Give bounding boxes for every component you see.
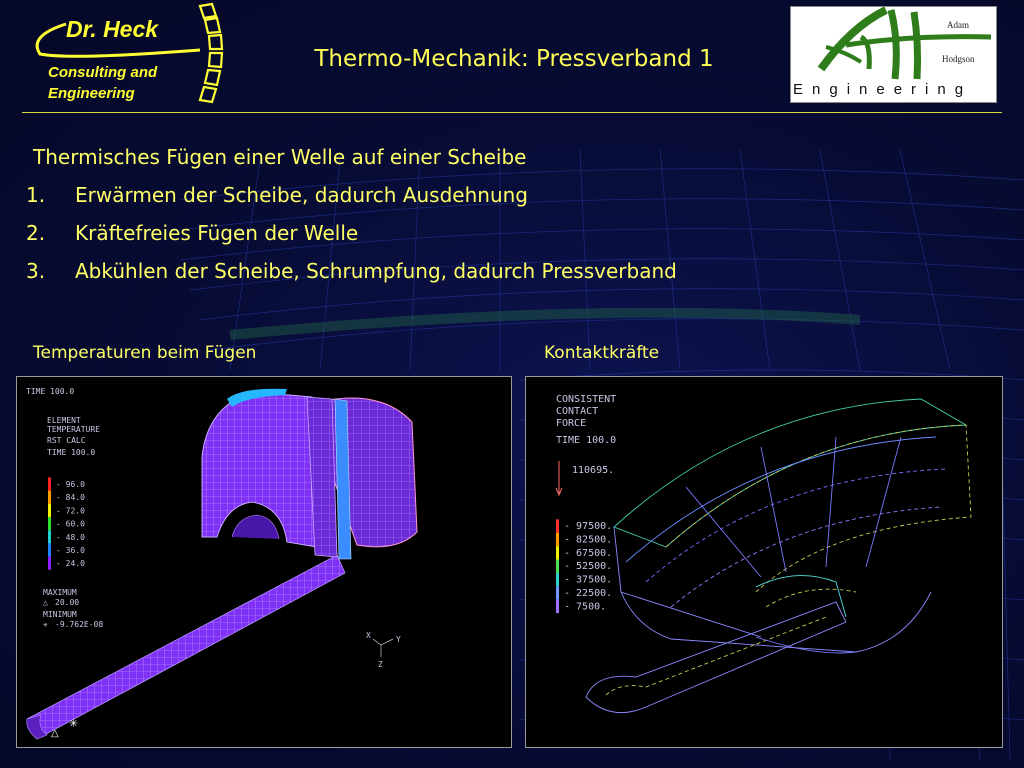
- logo-name-hodgson: Hodgson: [942, 54, 975, 64]
- steps-list: [26, 183, 677, 297]
- legend-color-swatch: [556, 586, 559, 599]
- plot-time-label: TIME 100.0: [26, 387, 75, 396]
- legend-color-swatch: [556, 573, 559, 586]
- temperature-legend: [48, 477, 85, 569]
- brand-subtitle-line2: Engineering: [48, 85, 135, 102]
- legend-color-swatch: [48, 543, 51, 556]
- legend-color-swatch: [556, 600, 559, 613]
- maximum-value: 20.00: [55, 598, 80, 607]
- legend-value-label: - 37500.: [564, 574, 613, 586]
- force-arrow-icon: [556, 461, 562, 495]
- legend-value-label: - 82500.: [564, 534, 613, 546]
- step-number: 3.: [26, 259, 46, 283]
- legend-value-label: - 24.0: [56, 559, 85, 569]
- legend-title-line: TEMPERATURE: [47, 425, 100, 434]
- min-node-marker-icon: ✳: [69, 717, 79, 730]
- legend-value-label: - 96.0: [56, 480, 85, 489]
- minimum-marker-icon: ✳: [43, 620, 48, 629]
- plot-title-line: CONSISTENT: [556, 394, 617, 405]
- max-node-marker-icon: △: [51, 728, 59, 739]
- legend-value-label: - 36.0: [56, 546, 85, 555]
- legend-color-swatch: [556, 560, 559, 573]
- step-text: Kräftefreies Fügen der Welle: [75, 221, 359, 245]
- step-number: 2.: [26, 221, 46, 245]
- contact-force-plot-panel: [525, 376, 1003, 748]
- legend-value-label: - 60.0: [56, 519, 85, 529]
- maximum-label: MAXIMUM: [43, 588, 77, 597]
- legend-color-swatch: [48, 491, 51, 504]
- contact-force-legend: [556, 519, 612, 613]
- plot-title-line: FORCE: [556, 418, 587, 429]
- legend-value-label: - 22500.: [564, 588, 613, 599]
- axis-x-label: X: [366, 631, 371, 640]
- brand-subtitle-line1: Consulting and: [48, 64, 158, 81]
- header-divider: [22, 112, 1002, 113]
- legend-color-swatch: [48, 557, 51, 570]
- legend-color-swatch: [556, 533, 559, 546]
- legend-color-swatch: [556, 546, 559, 559]
- step-text: Abkühlen der Scheibe, Schrumpfung, dadurch Pressverband: [75, 259, 677, 283]
- axis-y-label: Y: [396, 635, 401, 644]
- maximum-marker-icon: △: [43, 598, 48, 607]
- legend-color-swatch: [48, 504, 51, 517]
- contact-force-plot: [526, 377, 1002, 747]
- temperature-plot-panel: [16, 376, 512, 748]
- legend-value-label: - 52500.: [564, 561, 613, 573]
- coordinate-triad-icon: [366, 631, 401, 669]
- right-panel-caption: Kontaktkräfte: [544, 343, 660, 363]
- minimum-label: MINIMUM: [43, 610, 77, 619]
- legend-color-swatch: [556, 519, 559, 532]
- step-text: Erwärmen der Scheibe, dadurch Ausdehnung: [75, 183, 528, 207]
- legend-value-label: - 48.0: [56, 532, 85, 542]
- legend-title-line: RST CALC: [47, 436, 86, 445]
- list-item: [26, 221, 677, 259]
- legend-color-swatch: [48, 517, 51, 530]
- legend-value-label: - 67500.: [564, 547, 613, 559]
- legend-title-line: TIME 100.0: [47, 448, 96, 457]
- list-item: [26, 183, 677, 221]
- logo-wordmark: Engineering: [793, 81, 973, 98]
- step-number: 1.: [26, 183, 46, 207]
- legend-color-swatch: [48, 530, 51, 543]
- brand-name: Dr. Heck: [66, 16, 159, 42]
- legend-color-swatch: [48, 477, 51, 490]
- slide-title-text: Thermo-Mechanik: Pressverband 1: [314, 46, 714, 72]
- axis-z-label: Z: [378, 660, 383, 669]
- ah-engineering-logo: [790, 6, 997, 103]
- legend-value-label: - 7500.: [564, 601, 607, 613]
- intro-text: Thermisches Fügen einer Welle auf einer Scheibe: [33, 145, 527, 169]
- left-panel-caption: Temperaturen beim Fügen: [33, 343, 257, 363]
- arrow-scale-value: 110695.: [572, 465, 615, 476]
- minimum-value: -9.762E-08: [55, 620, 104, 629]
- legend-title-line: ELEMENT: [47, 416, 81, 425]
- list-item: [26, 259, 677, 297]
- legend-value-label: - 72.0: [56, 506, 85, 516]
- legend-value-label: - 97500.: [564, 521, 613, 532]
- plot-title-line: CONTACT: [556, 406, 599, 417]
- temperature-plot: [17, 377, 511, 747]
- contact-wireframe-model: [586, 399, 971, 713]
- plot-title-line: TIME 100.0: [556, 435, 617, 446]
- logo-name-adam: Adam: [947, 20, 969, 30]
- legend-value-label: - 84.0: [56, 493, 85, 503]
